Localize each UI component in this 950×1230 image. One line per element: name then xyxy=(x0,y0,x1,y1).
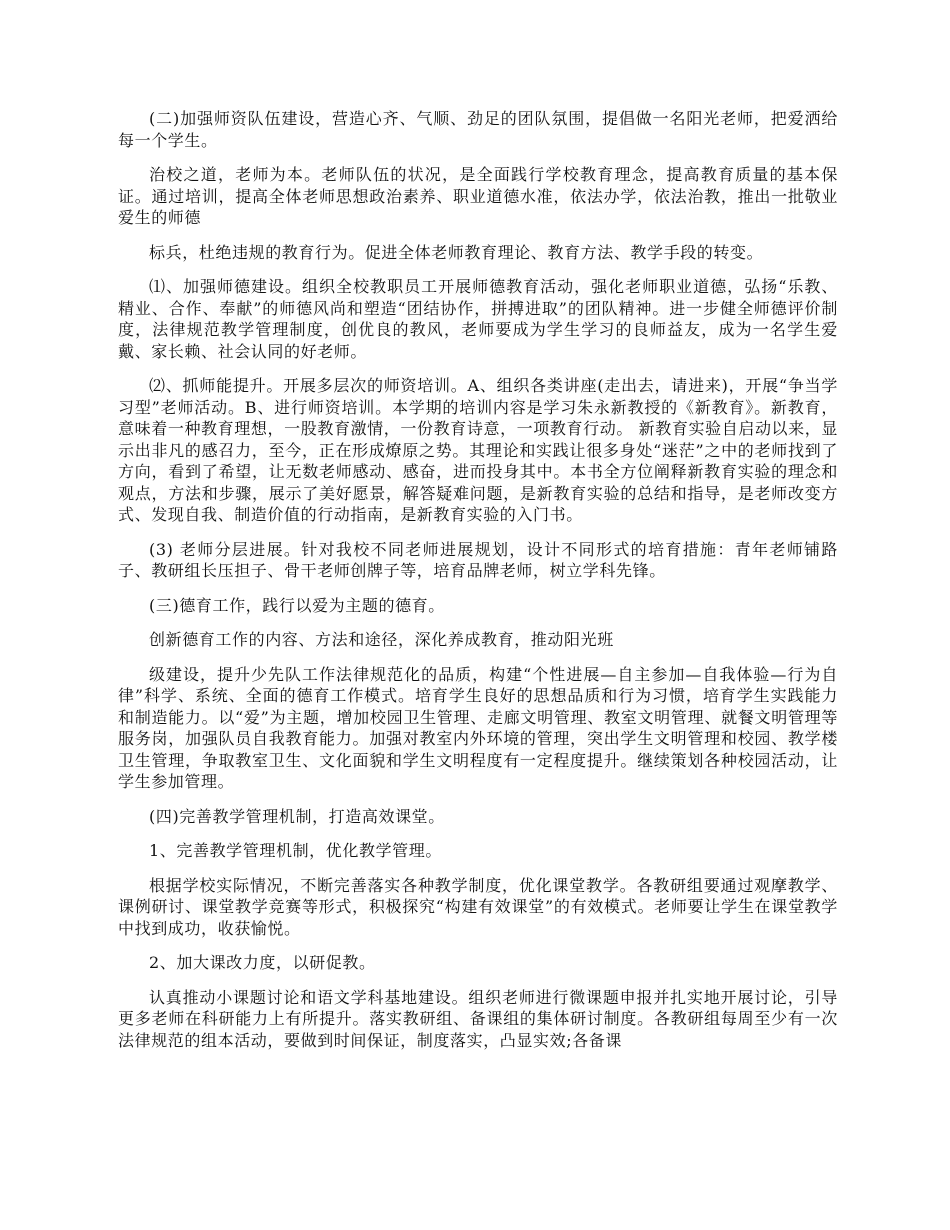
subheading-curriculum-reform: 2、加大课改力度，以研促教。 xyxy=(149,953,376,972)
subheading-management-mechanism: 1、完善教学管理机制，优化教学管理。 xyxy=(149,841,442,860)
item-skills-training: ⑵、抓师能提升。开展多层次的师资培训。A、组织各类讲座(走出去，请进来)，开展“争当学习型”老师活动。B、进行师资培训。本学期的培训内容是学习朱永新教授的《新教育》。新教育，意味着一种教育理想，一股教育激情，一份教育诗意，一项教育行动。 新教育实验自启动以来，显示出非凡的感召力，至今，正在形成燎原之势。其理论和实践让很多身处“迷茫”之中的老师找到了方向，看到了希望，让无数老师感动、感奋，进而投身其中。本书全方位阐释新教育实验的理念和观点，方法和步骤，展示了美好愿景，解答疑难问题，是新教育实验的总结和指导，是老师改变方式、发现自我、制造价值的行动指南，是新教育实验的入门书。 xyxy=(118,376,838,524)
paragraph-moral-innovation: 创新德育工作的内容、方法和途径，深化养成教育，推动阳光班 xyxy=(149,630,614,649)
paragraph-classroom-optimization: 根据学校实际情况，不断完善落实各种教学制度，优化课堂教学。各教研组要通过观摩教学、课例研讨、课堂教学竞赛等形式，积极探究“构建有效课堂”的有效模式。老师要让学生在课堂教学中找到成功，收获愉悦。 xyxy=(118,875,838,938)
paragraph-research-projects: 认真推动小课题讨论和语文学科基地建设。组织老师进行微课题申报并扎实地开展讨论，引导更多老师在科研能力上有所提升。落实教研组、备课组的集体研讨制度。各教研组每周至少有一次法律规范的组本活动，要做到时间保证，制度落实，凸显实效;各备课 xyxy=(118,987,838,1050)
paragraph-teachers-foundation: 治校之道，老师为本。老师队伍的状况，是全面践行学校教育理念，提高教育质量的基本保证。通过培训，提高全体老师思想政治素养、职业道德水准，依法办学，依法治教，推出一批敬业爱生的师德 xyxy=(118,165,838,227)
paragraph-class-building: 级建设，提升少先队工作法律规范化的品质，构建“个性进展—自主参加—自我体验—行为自律”科学、系统、全面的德育工作模式。培育学生良好的思想品质和行为习惯，培育学生实践能力和制造能力。以“爱”为主题，增加校园卫生管理、走廊文明管理、教室文明管理、就餐文明管理等服务岗，加强队员自我教育能力。加强对教室内外环境的管理，突出学生文明管理和校园、教学楼卫生管理，争取教室卫生、文化面貌和学生文明程度有一定程度提升。继续策划各种校园活动，让学生参加管理。 xyxy=(118,664,838,791)
heading-teacher-team: (二)加强师资队伍建设，营造心齐、气顺、劲足的团队氛围，提倡做一名阳光老师，把爱洒给每一个学生。 xyxy=(118,109,838,150)
item-ethics-building: ⑴、加强师德建设。组织全校教职员工开展师德教育活动，强化老师职业道德，弘扬“乐教、精业、合作、奉献”的师德风尚和塑造“团结协作，拼搏进取”的团队精神。进一步健全师德评价制度，法律规范教学管理制度，创优良的教风，老师要成为学生学习的良师益友，成为一名学生爱戴、家长赖、社会认同的好老师。 xyxy=(118,277,838,361)
heading-moral-education: (三)德育工作，践行以爱为主题的德育。 xyxy=(149,595,445,615)
heading-teaching-management: (四)完善教学管理机制，打造高效课堂。 xyxy=(149,806,445,826)
item-tiered-development: (3) 老师分层进展。针对我校不同老师进展规划，设计不同形式的培育措施：青年老师铺路子、教研组长压担子、骨干老师创牌子等，培育品牌老师，树立学科先锋。 xyxy=(118,539,838,580)
document-body xyxy=(118,108,838,1064)
paragraph-role-models: 标兵，杜绝违规的教育行为。促进全体老师教育理论、教育方法、教学手段的转变。 xyxy=(149,242,764,262)
